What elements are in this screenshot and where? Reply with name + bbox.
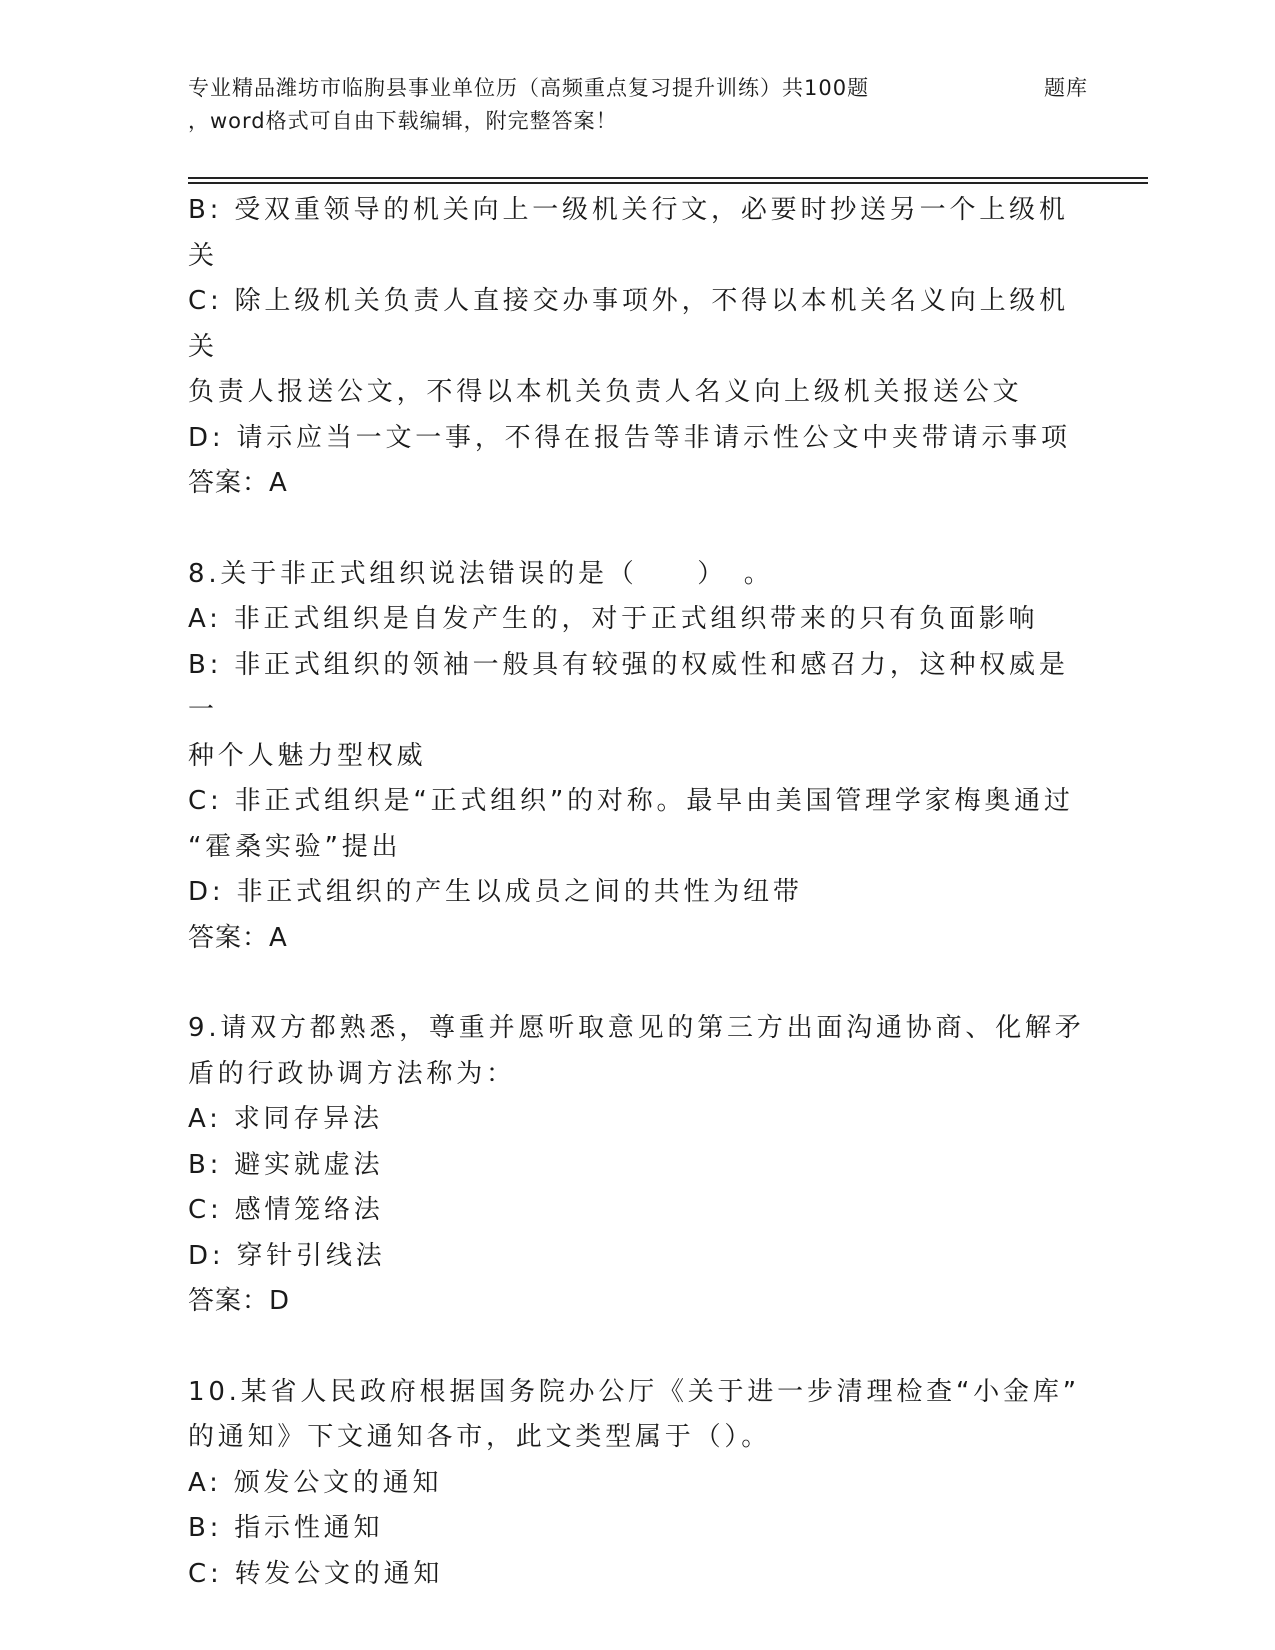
question-block-7	[188, 188, 1088, 507]
option-a: A: 非正式组织是自发产生的，对于正式组织带来的只有负面影响	[188, 604, 1039, 634]
header-title: 专业精品潍坊市临朐县事业单位历（高频重点复习提升训练）共100题	[188, 76, 870, 100]
answer: 答案：D	[188, 1286, 291, 1316]
header-rule-bottom	[188, 182, 1148, 184]
option-c: C: 非正式组织是“正式组织”的对称。最早由美国管理学家梅奥通过	[188, 786, 1074, 816]
header-subtitle: ，word格式可自由下载编辑，附完整答案！	[188, 109, 618, 133]
answer: 答案：A	[188, 922, 288, 953]
question-block-8	[188, 552, 1088, 962]
spacer	[188, 961, 1088, 1006]
option-d: D: 穿针引线法	[188, 1240, 386, 1271]
option-c-continued: “霍桑实验”提出	[188, 831, 402, 862]
option-c: C: 除上级机关负责人直接交办事项外，不得以本机关名义向上级机关	[188, 286, 1069, 362]
spacer	[188, 1325, 1088, 1370]
option-b: B: 避实就虚法	[188, 1149, 384, 1180]
option-b: B: 受双重领导的机关向上一级机关行文，必要时抄送另一个上级机关	[188, 195, 1069, 271]
option-c: C: 转发公文的通知	[188, 1558, 444, 1589]
question-stem: 10.某省人民政府根据国务院办公厅《关于进一步清理检查“小金库”	[188, 1376, 1080, 1407]
question-block-9	[188, 1006, 1088, 1325]
option-a: A: 求同存异法	[188, 1104, 383, 1134]
option-c: C: 感情笼络法	[188, 1195, 384, 1225]
question-stem-continued: 盾的行政协调方法称为：	[188, 1058, 516, 1089]
page-header	[188, 72, 1148, 138]
question-stem: 9.请双方都熟悉，尊重并愿听取意见的第三方出面沟通协商、化解矛	[188, 1013, 1085, 1043]
spacer	[188, 507, 1088, 552]
question-stem-continued: 的通知》下文通知各市，此文类型属于（）。	[188, 1422, 772, 1452]
question-content	[188, 188, 1088, 1597]
option-b: B: 指示性通知	[188, 1513, 384, 1543]
option-d: D: 非正式组织的产生以成员之间的共性为纽带	[188, 877, 803, 907]
question-block-10	[188, 1370, 1088, 1598]
question-stem: 8.关于非正式组织说法错误的是（ ） 。	[188, 558, 774, 589]
answer: 答案：A	[188, 468, 288, 498]
option-c-continued: 负责人报送公文，不得以本机关负责人名义向上级机关报送公文	[188, 377, 1023, 407]
option-a: A: 颁发公文的通知	[188, 1467, 443, 1498]
option-d: D: 请示应当一文一事，不得在报告等非请示性公文中夹带请示事项	[188, 422, 1071, 453]
option-b-continued: 种个人魅力型权威	[188, 740, 427, 771]
header-tag: 题库	[1044, 76, 1088, 100]
option-b: B: 非正式组织的领袖一般具有较强的权威性和感召力，这种权威是一	[188, 649, 1069, 725]
header-line-1	[188, 72, 1148, 105]
header-rule-top	[188, 177, 1148, 179]
